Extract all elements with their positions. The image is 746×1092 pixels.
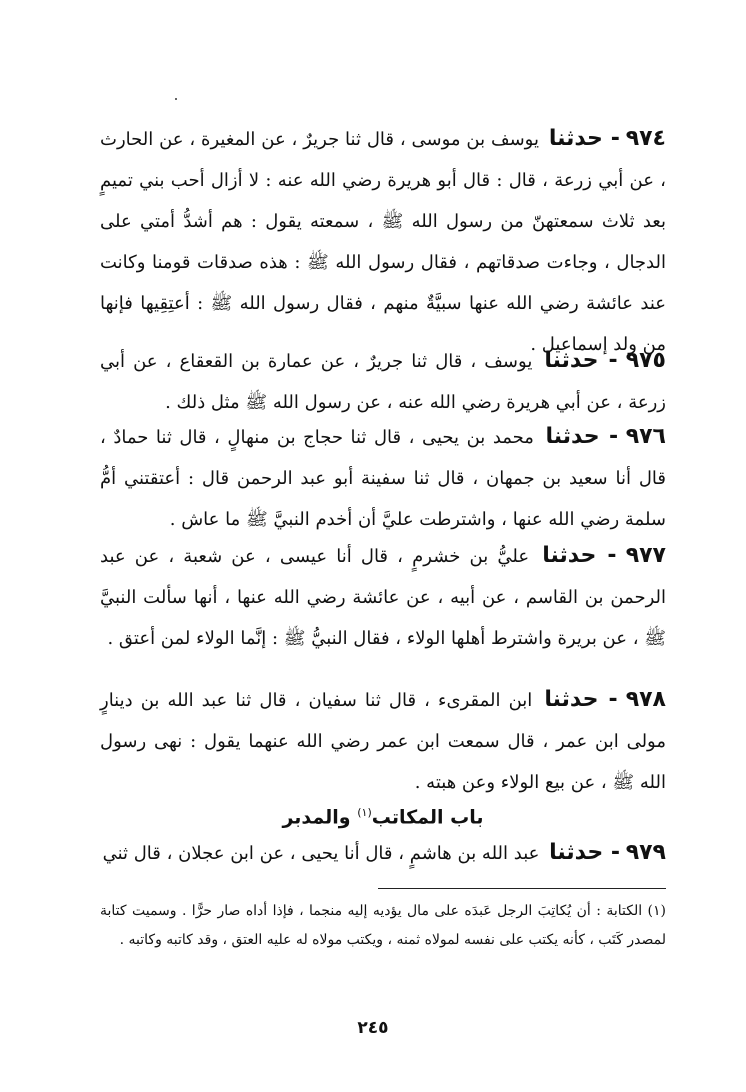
- hadith-text: يوسف بن موسى ، قال ثنا جريرٌ ، عن المغيرة ، عن الحارث ، عن أبي زرعة ، قال : قال أبو هريرة رضي الله عنه : لا أزال أحب بني تميمٍ بعد ثلاث سمعتهنّ من رسول الله ﷺ ، سمعته يقول : هم أشدُّ أمتي على الدجال ، وجاءت صدقاتهم ، فقال رسول الله ﷺ : هذه صدقات قومنا وكانت عند عائشة رضي الله عنها سبيَّةٌ منهم ، فقال رسول الله ﷺ : أعتِقِيها فإنها من ولد إسماعيل .: [100, 129, 666, 355]
- hadith-text: ابن المقرىء ، قال ثنا سفيان ، قال ثنا عبد الله بن دينارٍ مولى ابن عمر ، قال سمعت ابن عمر رضي الله عنهما يقول : نهى رسول الله ﷺ ، عن بيع الولاء وعن هبته .: [100, 690, 666, 793]
- hadith-number: ٩٧٩: [625, 840, 666, 865]
- hadith-974: [100, 118, 666, 365]
- hadith-976: [100, 416, 666, 540]
- hadith-number: ٩٧٧: [625, 543, 666, 568]
- hadith-text: محمد بن يحيى ، قال ثنا حجاج بن منهالٍ ، قال ثنا حمادٌ ، قال أنا سعيد بن جمهان ، قال ثنا سفينة أبو عبد الرحمن قال : أعتقتني أمُّ سلمة رضي الله عنها ، واشترطت عليَّ أن أخدم النبيَّ ﷺ ما عاش .: [100, 427, 666, 530]
- page-number: ٢٤٥: [357, 1018, 389, 1038]
- chapter-title-suffix: والمدبر: [282, 806, 358, 829]
- chapter-title: باب المكاتب: [371, 806, 484, 829]
- chapter-heading: [100, 798, 666, 832]
- hadith-979: [100, 832, 666, 874]
- hadith-text: يوسف ، قال ثنا جريرٌ ، عن عمارة بن القعقاع ، عن أبي زرعة ، عن أبي هريرة رضي الله عنه ، عن رسول الله ﷺ مثل ذلك .: [100, 351, 666, 413]
- hadith-977: [100, 535, 666, 659]
- footnote-divider: [378, 888, 666, 889]
- footnote-marker: (١): [647, 903, 666, 919]
- hadith-number: ٩٧٥: [625, 348, 666, 373]
- hadith-keyword: - حدثنا: [542, 543, 617, 568]
- hadith-keyword: - حدثنا: [544, 687, 618, 712]
- hadith-keyword: - حدثنا: [548, 126, 620, 151]
- hadith-text: عليُّ بن خشرمٍ ، قال أنا عيسى ، عن شعبة ، عن عبد الرحمن بن القاسم ، عن أبيه ، عن عائشة رضي الله عنها ، أنها سألت النبيَّ ﷺ ، عن بريرة واشترط أهلها الولاء ، فقال النبيُّ ﷺ : إنَّما الولاء لمن أعتق .: [100, 546, 666, 649]
- hadith-text: عبد الله بن هاشمٍ ، قال أنا يحيى ، عن ابن عجلان ، قال ثني: [102, 843, 540, 864]
- hadith-keyword: - حدثنا: [544, 348, 618, 373]
- footnote-reference[interactable]: (١): [357, 806, 372, 819]
- footnote-text: الكتابة : أن يُكاتِبَ الرجل عَبدَه على مال يؤديه إليه منجما ، فإذا أداه صار حرًّا . وسميت كتابة لمصدر كَتَب ، كأنه يكتب على نفسه لمولاه ثمنه ، ويكتب مولاه له عليه العتق ، وقد كاتبه وكاتبه .: [100, 903, 666, 948]
- hadith-number: ٩٧٦: [625, 424, 666, 449]
- hadith-number: ٩٧٨: [625, 687, 666, 712]
- hadith-978: [100, 679, 666, 803]
- page-speck: [175, 98, 177, 100]
- hadith-975: [100, 340, 666, 423]
- hadith-keyword: - حدثنا: [545, 424, 619, 449]
- hadith-number: ٩٧٤: [625, 126, 666, 151]
- footnote: [100, 897, 666, 955]
- hadith-keyword: - حدثنا: [549, 840, 620, 865]
